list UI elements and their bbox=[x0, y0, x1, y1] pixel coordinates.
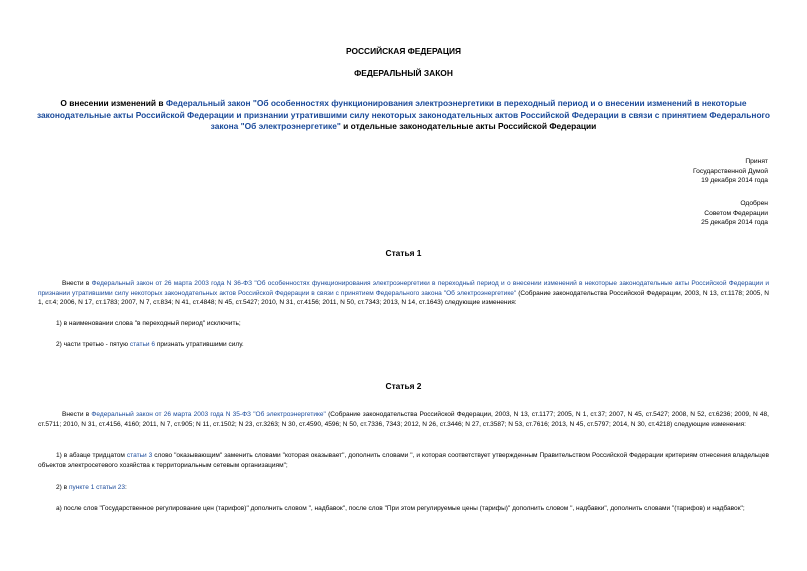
title-prefix: О внесении изменений в bbox=[60, 98, 166, 108]
article-1-heading: Статья 1 bbox=[385, 248, 422, 258]
article-2-item-2 bbox=[56, 483, 769, 493]
article-1-item-2-suffix: признать утратившими силу. bbox=[155, 341, 244, 348]
article-6-link[interactable]: статьи 6 bbox=[129, 341, 156, 348]
adopted-body: Государственной Думой bbox=[693, 167, 768, 175]
article-2-intro-suffix: (Собрание законодательства Российской Федерации, 2003, N 13, ст.1177; 2005, N 1, ст.37; 2007, N 45, ст.5427; 2008, N 52, ст.6236; 2009, N 48, ст.5711; 2010, N 31, ст.4156, 4160; 2011, N 7, ст.905; N 11, ст.1502; N 23, ст.3263; N 30, ст.4590, 4596; N 50, ст.7336, 7343; 2012, N 26, ст.3446; N 27, ст.3587; N 53, ст.7616; 2013, N 45, ст.5797; 2014, N 30, ст.4218) следующие изменения: bbox=[38, 411, 769, 428]
article-1-item-1: 1) в наименовании слова "в переходный период" исключить; bbox=[56, 320, 241, 327]
law-title bbox=[34, 98, 773, 133]
article-2-intro-prefix: Внести в bbox=[62, 411, 92, 418]
article-23-link[interactable]: пункте 1 статьи 23 bbox=[68, 484, 126, 491]
adopted-date: 19 декабря 2014 года bbox=[701, 177, 768, 185]
approved-block bbox=[568, 199, 768, 228]
article-1-law-link[interactable]: Федеральный закон от 26 марта 2003 года N 36-ФЗ "Об особенностях функционирования электроэнергетики в переходный период и о внесении изменений в некоторые законодательные акты Российской Федерации и признании утратившими силу некоторых законодательных актов Российской Федерации в связи с принятием Федерального закона "Об электроэнергетике" bbox=[38, 280, 769, 297]
article-2-item-2-prefix: 2) в bbox=[56, 484, 69, 491]
country-heading: РОССИЙСКАЯ ФЕДЕРАЦИЯ bbox=[345, 46, 462, 56]
article-2-item-3-text: а) после слов "Государственное регулирование цен (тарифов)" дополнить словом ", надбавок", после слов "При этом регулируемые цены (тарифы)" дополнить словом ", надбавки", дополнить словами "(тарифов) и надбавок"; bbox=[56, 505, 745, 512]
article-2-intro bbox=[38, 410, 769, 429]
approved-date: 25 декабря 2014 года bbox=[701, 219, 768, 227]
title-link[interactable]: Федеральный закон "Об особенностях функционирования электроэнергетики в переходный период и о внесении изменений в некоторые законодательные акты Российской Федерации и признании утратившими силу некоторых законодательных актов Российской Федерации в связи с принятием Федерального закона "Об электроэнергетике" bbox=[36, 98, 771, 132]
article-2-item-2-suffix: : bbox=[125, 484, 127, 491]
article-1-intro-prefix: Внести в bbox=[62, 280, 92, 287]
approved-label: Одобрен bbox=[740, 200, 768, 207]
article-2-item-1 bbox=[38, 451, 769, 470]
article-1-item-2 bbox=[56, 340, 769, 350]
article-2-item-1-prefix: 1) в абзаце тридцатом bbox=[56, 452, 127, 459]
article-2-item-3 bbox=[38, 504, 769, 514]
article-2-heading: Статья 2 bbox=[385, 381, 422, 391]
adopted-label: Принят bbox=[745, 158, 768, 165]
article-1-item-2-prefix: 2) части третью - пятую bbox=[56, 341, 130, 348]
article-3-link[interactable]: статьи 3 bbox=[126, 452, 153, 459]
adopted-block bbox=[568, 157, 768, 186]
article-2-law-link[interactable]: Федеральный закон от 26 марта 2003 года N 35-ФЗ "Об электроэнергетике" bbox=[91, 411, 326, 418]
approved-body: Советом Федерации bbox=[704, 209, 768, 217]
article-1-intro bbox=[38, 279, 769, 308]
title-suffix: и отдельные законодательные акты Российской Федерации bbox=[340, 121, 597, 132]
article-1-intro-suffix: (Собрание законодательства Российской Федерации, 2003, N 13, ст.1178; 2005, N 1, ст.4; 2006, N 17, ст.1783; 2007, N 7, ст.834; N 41, ст.4848; N 45, ст.5427; 2010, N 31, ст.4156; 2011, N 50, ст.7343; 2013, N 14, ст.1643) следующие изменения: bbox=[38, 289, 769, 306]
article-2-item-1-suffix: слово "оказывающим" заменить словами "которая оказывает", дополнить словами ", и которая соответствует утвержденным Правительством Российской Федерации критериям отнесения владельцев объектов электросетевого хозяйства к территориальным сетевым организациям"; bbox=[38, 452, 769, 469]
doc-type-heading: ФЕДЕРАЛЬНЫЙ ЗАКОН bbox=[354, 68, 453, 78]
